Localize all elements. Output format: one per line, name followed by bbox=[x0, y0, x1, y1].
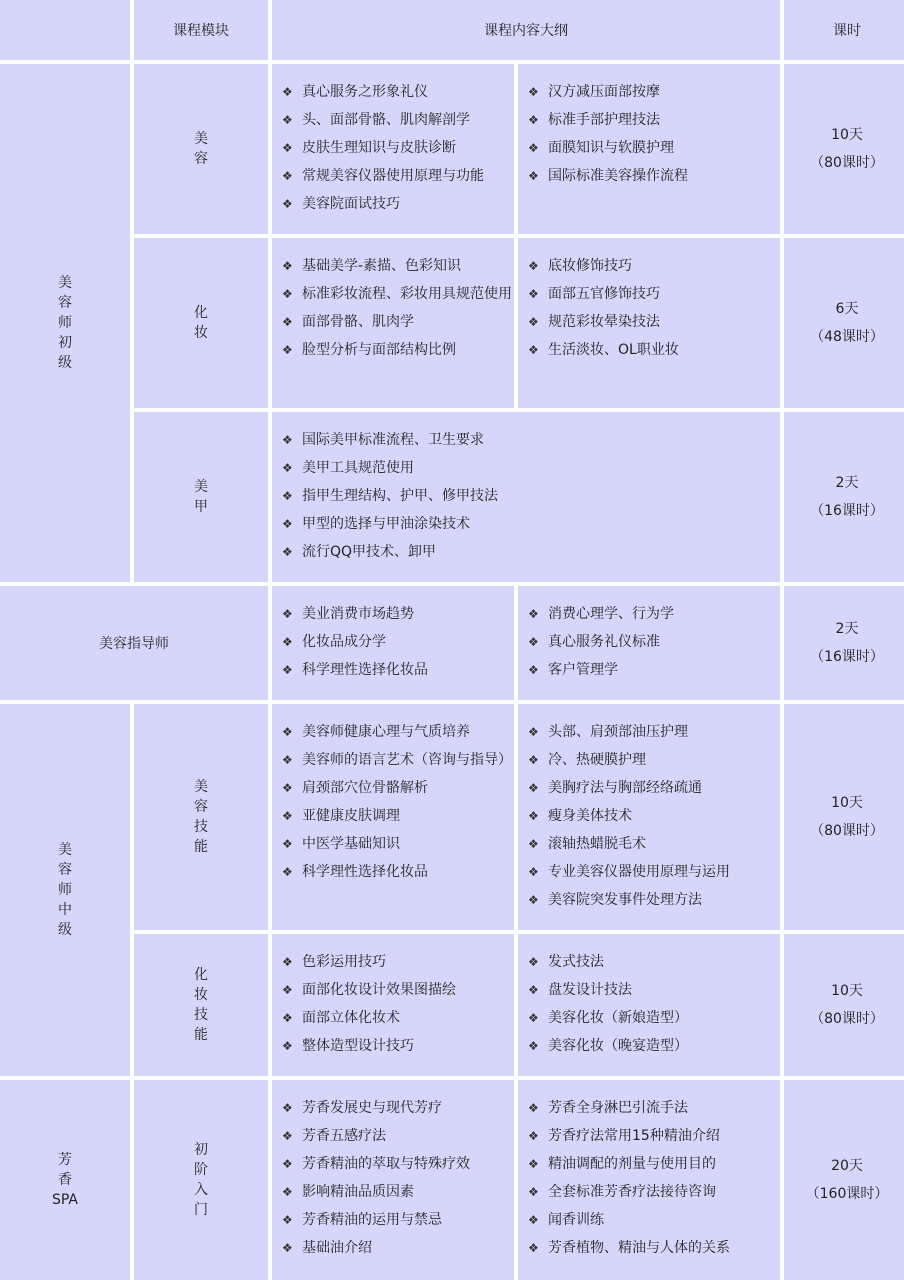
outline-item bbox=[282, 774, 512, 802]
bullet-icon: ❖ bbox=[282, 837, 293, 851]
outline-item-text: 化妆品成分学 bbox=[302, 634, 386, 650]
module-char: 容 bbox=[194, 151, 208, 167]
outline-item bbox=[528, 976, 688, 1004]
module-char: 入 bbox=[194, 1182, 208, 1198]
outline-item bbox=[528, 600, 674, 628]
outline-item bbox=[282, 858, 512, 886]
bullet-icon: ❖ bbox=[282, 753, 293, 767]
bullet-icon: ❖ bbox=[528, 983, 539, 997]
outline-item-text: 美容化妆（新娘造型） bbox=[548, 1010, 688, 1026]
outline-item bbox=[282, 1032, 456, 1060]
group-char: 香 bbox=[58, 1172, 72, 1188]
hours-instructor bbox=[784, 586, 904, 700]
outline-item-text: 芳香五感疗法 bbox=[302, 1128, 386, 1144]
outline-item bbox=[282, 134, 484, 162]
outline-item-text: 专业美容仪器使用原理与运用 bbox=[548, 864, 730, 880]
group-char: 芳 bbox=[58, 1152, 72, 1168]
group-char: 美 bbox=[58, 842, 72, 858]
bullet-icon: ❖ bbox=[282, 1101, 293, 1115]
outline-item-text: 美容师健康心理与气质培养 bbox=[302, 724, 470, 740]
bullet-icon: ❖ bbox=[528, 1157, 539, 1171]
group-beginner bbox=[0, 64, 130, 582]
bullet-icon: ❖ bbox=[282, 141, 293, 155]
outline-item bbox=[282, 454, 498, 482]
bullet-icon: ❖ bbox=[282, 1129, 293, 1143]
hours-spa bbox=[784, 1080, 904, 1280]
outline-item-text: 真心服务之形象礼仪 bbox=[302, 84, 428, 100]
bullet-icon: ❖ bbox=[282, 433, 293, 447]
outline-item bbox=[282, 746, 512, 774]
group-char: 初 bbox=[58, 335, 72, 351]
outline-item-text: 汉方减压面部按摩 bbox=[548, 84, 660, 100]
outline-item-text: 面部化妆设计效果图描绘 bbox=[302, 982, 456, 998]
outline-item bbox=[282, 482, 498, 510]
bullet-icon: ❖ bbox=[528, 865, 539, 879]
module-char: 美 bbox=[194, 779, 208, 795]
hours-beauty-skills bbox=[784, 704, 904, 930]
module-char: 能 bbox=[194, 839, 208, 855]
bullet-icon: ❖ bbox=[528, 1241, 539, 1255]
outline-spa-left bbox=[272, 1080, 514, 1280]
module-char: 能 bbox=[194, 1027, 208, 1043]
outline-item-text: 亚健康皮肤调理 bbox=[302, 808, 400, 824]
hours-sessions: （48课时） bbox=[810, 329, 884, 345]
bullet-icon: ❖ bbox=[528, 287, 539, 301]
bullet-icon: ❖ bbox=[282, 517, 293, 531]
bullet-icon: ❖ bbox=[528, 113, 539, 127]
outline-item bbox=[528, 78, 688, 106]
outline-item bbox=[282, 1150, 470, 1178]
bullet-icon: ❖ bbox=[528, 1213, 539, 1227]
module-char: 技 bbox=[194, 1007, 208, 1023]
outline-item-text: 全套标准芳香疗法接待咨询 bbox=[548, 1184, 716, 1200]
outline-item-text: 中医学基础知识 bbox=[302, 836, 400, 852]
group-char: 容 bbox=[58, 862, 72, 878]
outline-item bbox=[282, 976, 456, 1004]
hours-sessions: （16课时） bbox=[810, 649, 884, 665]
group-char: 级 bbox=[58, 355, 72, 371]
outline-item bbox=[282, 510, 498, 538]
bullet-icon: ❖ bbox=[282, 725, 293, 739]
bullet-icon: ❖ bbox=[528, 85, 539, 99]
outline-makeup-left bbox=[272, 238, 514, 408]
outline-item-text: 美容师的语言艺术（咨询与指导） bbox=[302, 752, 512, 768]
bullet-icon: ❖ bbox=[528, 725, 539, 739]
outline-item-text: 国际美甲标准流程、卫生要求 bbox=[302, 432, 484, 448]
module-char: 妆 bbox=[194, 987, 208, 1003]
outline-item bbox=[528, 1004, 688, 1032]
bullet-icon: ❖ bbox=[528, 1039, 539, 1053]
bullet-icon: ❖ bbox=[282, 259, 293, 273]
outline-item bbox=[528, 830, 730, 858]
module-char: 容 bbox=[194, 799, 208, 815]
outline-item bbox=[528, 1206, 730, 1234]
outline-list bbox=[282, 78, 484, 218]
bullet-icon: ❖ bbox=[528, 1011, 539, 1025]
group-intermediate bbox=[0, 704, 130, 1076]
module-char: 化 bbox=[194, 967, 208, 983]
outline-item-text: 头、面部骨骼、肌肉解剖学 bbox=[302, 112, 470, 128]
bullet-icon: ❖ bbox=[282, 1241, 293, 1255]
bullet-icon: ❖ bbox=[528, 781, 539, 795]
hours-sessions: （16课时） bbox=[810, 503, 884, 519]
outline-makeup-skills-right bbox=[518, 934, 780, 1076]
bullet-icon: ❖ bbox=[528, 1129, 539, 1143]
bullet-icon: ❖ bbox=[282, 85, 293, 99]
outline-item bbox=[282, 948, 456, 976]
outline-item bbox=[528, 252, 679, 280]
outline-item bbox=[528, 1032, 688, 1060]
outline-item bbox=[528, 280, 679, 308]
bullet-icon: ❖ bbox=[282, 1039, 293, 1053]
hours-beauty bbox=[784, 64, 904, 234]
bullet-icon: ❖ bbox=[528, 343, 539, 357]
module-char: 美 bbox=[194, 131, 208, 147]
outline-item-text: 标准手部护理技法 bbox=[548, 112, 660, 128]
outline-item bbox=[528, 336, 679, 364]
outline-item bbox=[528, 134, 688, 162]
outline-item-text: 面部立体化妆术 bbox=[302, 1010, 400, 1026]
bullet-icon: ❖ bbox=[282, 1213, 293, 1227]
outline-item-text: 标准彩妆流程、彩妆用具规范使用 bbox=[302, 286, 512, 302]
bullet-icon: ❖ bbox=[528, 315, 539, 329]
outline-list bbox=[528, 600, 674, 684]
outline-list bbox=[282, 252, 512, 364]
module-makeup-skills bbox=[134, 934, 268, 1076]
outline-item-text: 流行QQ甲技术、卸甲 bbox=[302, 544, 437, 560]
outline-item-text: 芳香全身淋巴引流手法 bbox=[548, 1100, 688, 1116]
outline-beauty-right bbox=[518, 64, 780, 234]
outline-item-text: 影响精油品质因素 bbox=[302, 1184, 414, 1200]
outline-item-text: 美甲工具规范使用 bbox=[302, 460, 414, 476]
outline-item bbox=[282, 308, 512, 336]
module-nails bbox=[134, 412, 268, 582]
header-blank bbox=[0, 0, 130, 60]
outline-list bbox=[282, 1094, 470, 1262]
outline-list bbox=[282, 718, 512, 886]
outline-item bbox=[528, 746, 730, 774]
module-char: 门 bbox=[194, 1202, 208, 1218]
outline-item-text: 精油调配的剂量与使用目的 bbox=[548, 1156, 716, 1172]
outline-makeup-skills-left bbox=[272, 934, 514, 1076]
bullet-icon: ❖ bbox=[282, 545, 293, 559]
hours-sessions: （160课时） bbox=[805, 1186, 889, 1202]
outline-item bbox=[282, 628, 428, 656]
outline-item-text: 消费心理学、行为学 bbox=[548, 606, 674, 622]
bullet-icon: ❖ bbox=[528, 259, 539, 273]
bullet-icon: ❖ bbox=[282, 1157, 293, 1171]
outline-item-text: 规范彩妆晕染技法 bbox=[548, 314, 660, 330]
outline-item-text: 基础油介绍 bbox=[302, 1240, 372, 1256]
outline-item-text: 瘦身美体技术 bbox=[548, 808, 632, 824]
hours-days: 6天 bbox=[835, 301, 859, 317]
outline-item bbox=[528, 802, 730, 830]
outline-item-text: 盘发设计技法 bbox=[548, 982, 632, 998]
outline-item bbox=[282, 1122, 470, 1150]
outline-item bbox=[282, 1004, 456, 1032]
outline-item bbox=[282, 78, 484, 106]
bullet-icon: ❖ bbox=[528, 607, 539, 621]
outline-list bbox=[528, 718, 730, 914]
outline-item bbox=[528, 1178, 730, 1206]
bullet-icon: ❖ bbox=[282, 169, 293, 183]
module-char: 初 bbox=[194, 1142, 208, 1158]
outline-item-text: 美业消费市场趋势 bbox=[302, 606, 414, 622]
hours-days: 10天 bbox=[831, 795, 863, 811]
group-spa bbox=[0, 1080, 130, 1280]
bullet-icon: ❖ bbox=[528, 893, 539, 907]
group-char: SPA bbox=[51, 1192, 78, 1208]
outline-item bbox=[282, 280, 512, 308]
module-char: 美 bbox=[194, 479, 208, 495]
group-char: 级 bbox=[58, 922, 72, 938]
outline-item bbox=[528, 718, 730, 746]
bullet-icon: ❖ bbox=[528, 1185, 539, 1199]
outline-item-text: 发式技法 bbox=[548, 954, 604, 970]
outline-item-text: 芳香植物、精油与人体的关系 bbox=[548, 1240, 730, 1256]
bullet-icon: ❖ bbox=[282, 809, 293, 823]
outline-item bbox=[282, 190, 484, 218]
outline-item bbox=[282, 1094, 470, 1122]
bullet-icon: ❖ bbox=[282, 287, 293, 301]
outline-item bbox=[528, 106, 688, 134]
outline-item-text: 底妆修饰技巧 bbox=[548, 258, 632, 274]
outline-item-text: 皮肤生理知识与皮肤诊断 bbox=[302, 140, 456, 156]
outline-list bbox=[528, 78, 688, 190]
outline-item-text: 科学理性选择化妆品 bbox=[302, 864, 428, 880]
bullet-icon: ❖ bbox=[528, 837, 539, 851]
outline-item-text: 美胸疗法与胸部经络疏通 bbox=[548, 780, 702, 796]
outline-item-text: 滚轴热蜡脱毛术 bbox=[548, 836, 646, 852]
outline-item bbox=[282, 336, 512, 364]
outline-list bbox=[528, 1094, 730, 1262]
outline-item bbox=[282, 1206, 470, 1234]
group-char: 师 bbox=[58, 882, 72, 898]
group-char: 中 bbox=[58, 902, 72, 918]
group-char: 容 bbox=[58, 295, 72, 311]
bullet-icon: ❖ bbox=[282, 1185, 293, 1199]
bullet-icon: ❖ bbox=[282, 983, 293, 997]
header-outline: 课程内容大纲 bbox=[272, 0, 780, 60]
hours-sessions: （80课时） bbox=[810, 1011, 884, 1027]
outline-item bbox=[528, 886, 730, 914]
outline-item bbox=[282, 830, 512, 858]
outline-item bbox=[282, 1178, 470, 1206]
outline-item bbox=[282, 162, 484, 190]
outline-item bbox=[282, 426, 498, 454]
outline-item bbox=[282, 656, 428, 684]
group-char: 美 bbox=[58, 275, 72, 291]
outline-item-text: 芳香发展史与现代芳疗 bbox=[302, 1100, 442, 1116]
module-char: 阶 bbox=[194, 1162, 208, 1178]
outline-list bbox=[528, 948, 688, 1060]
bullet-icon: ❖ bbox=[528, 1101, 539, 1115]
outline-item-text: 整体造型设计技巧 bbox=[302, 1038, 414, 1054]
outline-item bbox=[282, 802, 512, 830]
outline-item-text: 头部、肩颈部油压护理 bbox=[548, 724, 688, 740]
module-char: 技 bbox=[194, 819, 208, 835]
outline-item bbox=[528, 1234, 730, 1262]
outline-item bbox=[282, 538, 498, 566]
outline-item-text: 真心服务礼仪标准 bbox=[548, 634, 660, 650]
outline-item bbox=[528, 308, 679, 336]
module-char: 化 bbox=[194, 305, 208, 321]
outline-item bbox=[282, 252, 512, 280]
outline-list bbox=[282, 948, 456, 1060]
bullet-icon: ❖ bbox=[282, 343, 293, 357]
outline-item bbox=[528, 162, 688, 190]
bullet-icon: ❖ bbox=[282, 197, 293, 211]
hours-nails bbox=[784, 412, 904, 582]
outline-beauty-skills-right bbox=[518, 704, 780, 930]
header-hours: 课时 bbox=[784, 0, 904, 60]
outline-item bbox=[528, 656, 674, 684]
outline-item-text: 美容化妆（晚宴造型） bbox=[548, 1038, 688, 1054]
outline-item bbox=[528, 948, 688, 976]
outline-item-text: 科学理性选择化妆品 bbox=[302, 662, 428, 678]
outline-spa-right bbox=[518, 1080, 780, 1280]
outline-item-text: 色彩运用技巧 bbox=[302, 954, 386, 970]
outline-instructor-left bbox=[272, 586, 514, 700]
bullet-icon: ❖ bbox=[282, 865, 293, 879]
hours-makeup-skills bbox=[784, 934, 904, 1076]
hours-days: 10天 bbox=[831, 983, 863, 999]
header-module: 课程模块 bbox=[134, 0, 268, 60]
bullet-icon: ❖ bbox=[528, 809, 539, 823]
bullet-icon: ❖ bbox=[528, 141, 539, 155]
outline-item bbox=[528, 1094, 730, 1122]
bullet-icon: ❖ bbox=[282, 113, 293, 127]
outline-list bbox=[282, 426, 498, 566]
outline-item bbox=[282, 1234, 470, 1262]
outline-item-text: 常规美容仪器使用原理与功能 bbox=[302, 168, 484, 184]
module-beauty bbox=[134, 64, 268, 234]
outline-item bbox=[528, 774, 730, 802]
outline-item-text: 面膜知识与软膜护理 bbox=[548, 140, 674, 156]
outline-item bbox=[282, 718, 512, 746]
bullet-icon: ❖ bbox=[282, 663, 293, 677]
hours-days: 2天 bbox=[835, 475, 859, 491]
outline-beauty-left bbox=[272, 64, 514, 234]
bullet-icon: ❖ bbox=[528, 635, 539, 649]
hours-makeup bbox=[784, 238, 904, 408]
outline-instructor-right bbox=[518, 586, 780, 700]
outline-item-text: 面部五官修饰技巧 bbox=[548, 286, 660, 302]
outline-item-text: 面部骨骼、肌肉学 bbox=[302, 314, 414, 330]
module-beauty-skills bbox=[134, 704, 268, 930]
outline-item-text: 指甲生理结构、护甲、修甲技法 bbox=[302, 488, 498, 504]
group-instructor: 美容指导师 bbox=[0, 586, 268, 700]
bullet-icon: ❖ bbox=[282, 607, 293, 621]
hours-days: 10天 bbox=[831, 127, 863, 143]
bullet-icon: ❖ bbox=[528, 169, 539, 183]
module-char: 甲 bbox=[194, 499, 208, 515]
bullet-icon: ❖ bbox=[282, 635, 293, 649]
module-makeup bbox=[134, 238, 268, 408]
bullet-icon: ❖ bbox=[282, 1011, 293, 1025]
bullet-icon: ❖ bbox=[282, 955, 293, 969]
outline-item bbox=[282, 106, 484, 134]
outline-item-text: 国际标准美容操作流程 bbox=[548, 168, 688, 184]
outline-item-text: 冷、热硬膜护理 bbox=[548, 752, 646, 768]
module-spa-intro bbox=[134, 1080, 268, 1280]
outline-list bbox=[528, 252, 679, 364]
outline-makeup-right bbox=[518, 238, 780, 408]
group-char: 师 bbox=[58, 315, 72, 331]
outline-list bbox=[282, 600, 428, 684]
module-char: 妆 bbox=[194, 325, 208, 341]
hours-days: 20天 bbox=[831, 1158, 863, 1174]
outline-item-text: 甲型的选择与甲油涂染技术 bbox=[302, 516, 470, 532]
bullet-icon: ❖ bbox=[528, 663, 539, 677]
bullet-icon: ❖ bbox=[528, 955, 539, 969]
outline-item-text: 芳香疗法常用15种精油介绍 bbox=[548, 1128, 720, 1144]
outline-item-text: 美容院面试技巧 bbox=[302, 196, 400, 212]
bullet-icon: ❖ bbox=[282, 781, 293, 795]
outline-item-text: 脸型分析与面部结构比例 bbox=[302, 342, 456, 358]
outline-item bbox=[528, 1122, 730, 1150]
outline-item bbox=[528, 858, 730, 886]
hours-sessions: （80课时） bbox=[810, 155, 884, 171]
bullet-icon: ❖ bbox=[282, 461, 293, 475]
outline-item bbox=[528, 628, 674, 656]
outline-nails bbox=[272, 412, 780, 582]
outline-item-text: 闻香训练 bbox=[548, 1212, 604, 1228]
bullet-icon: ❖ bbox=[282, 489, 293, 503]
hours-days: 2天 bbox=[835, 621, 859, 637]
outline-item bbox=[282, 600, 428, 628]
outline-item-text: 生活淡妆、OL职业妆 bbox=[548, 342, 679, 358]
bullet-icon: ❖ bbox=[528, 753, 539, 767]
outline-item-text: 芳香精油的萃取与特殊疗效 bbox=[302, 1156, 470, 1172]
outline-item-text: 基础美学-素描、色彩知识 bbox=[302, 258, 462, 274]
hours-sessions: （80课时） bbox=[810, 823, 884, 839]
outline-item bbox=[528, 1150, 730, 1178]
outline-item-text: 美容院突发事件处理方法 bbox=[548, 892, 702, 908]
outline-item-text: 芳香精油的运用与禁忌 bbox=[302, 1212, 442, 1228]
outline-item-text: 肩颈部穴位骨骼解析 bbox=[302, 780, 428, 796]
bullet-icon: ❖ bbox=[282, 315, 293, 329]
outline-beauty-skills-left bbox=[272, 704, 514, 930]
outline-item-text: 客户管理学 bbox=[548, 662, 618, 678]
